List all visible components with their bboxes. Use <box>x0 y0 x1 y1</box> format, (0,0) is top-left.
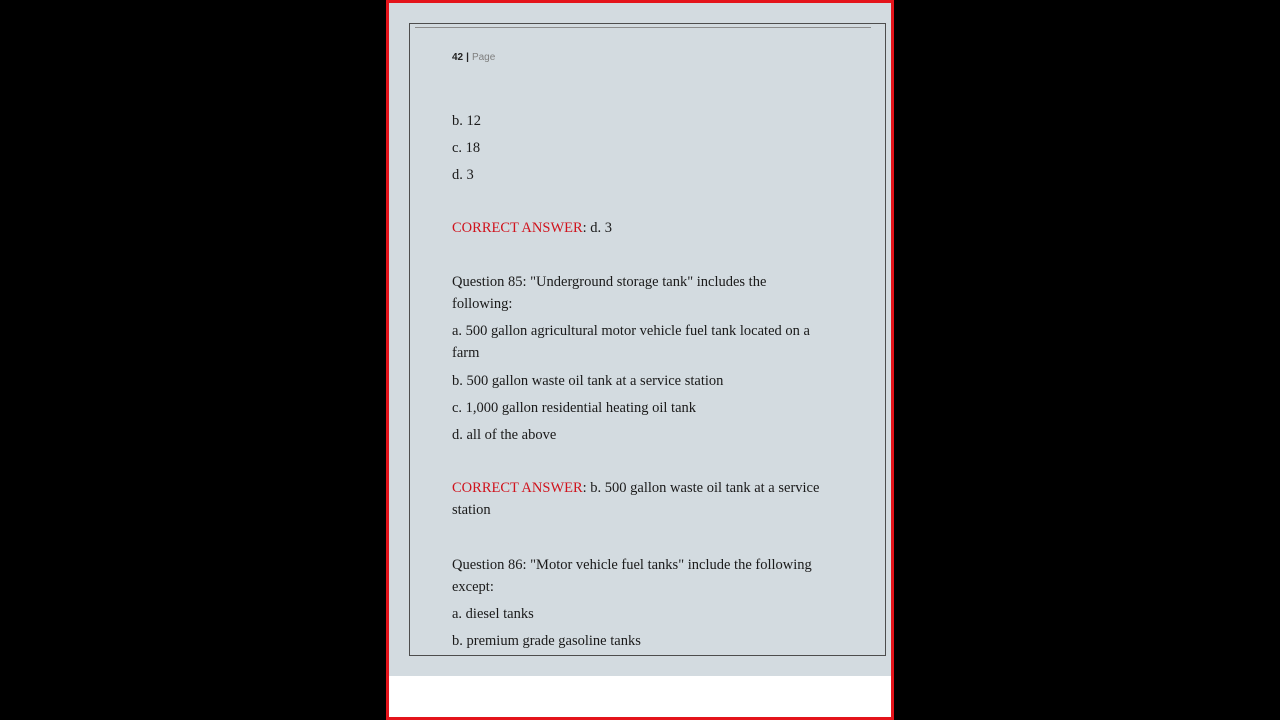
option-line: c. 18 <box>452 140 481 156</box>
correct-answer-value: : b. 500 gallon waste oil tank at a service station <box>452 480 820 518</box>
option-line: d. 3 <box>452 167 474 183</box>
correct-answer-label: CORRECT ANSWER <box>452 480 583 496</box>
page-separator: | <box>466 52 469 63</box>
option-line: b. 12 <box>452 113 481 129</box>
correct-answer-value: : d. 3 <box>582 220 613 236</box>
document-page <box>389 3 891 676</box>
option-line: a. diesel tanks <box>452 606 534 622</box>
correct-answer-line <box>452 217 852 239</box>
correct-answer-label: CORRECT ANSWER <box>452 220 583 236</box>
option-line: b. premium grade gasoline tanks <box>452 633 641 649</box>
option-line: a. 500 gallon agricultural motor vehicle fuel tank located on a farm <box>452 323 810 361</box>
option-line: b. 500 gallon waste oil tank at a service station <box>452 373 724 389</box>
question-text: Question 85: "Underground storage tank" includes the following: <box>452 274 767 312</box>
document-viewer <box>386 0 894 720</box>
page-word: Page <box>471 52 496 63</box>
option-line: d. all of the above <box>452 427 557 443</box>
page-number: 42 <box>452 52 464 63</box>
question-text: Question 86: "Motor vehicle fuel tanks" include the following except: <box>452 557 812 595</box>
option-line: c. 1,000 gallon residential heating oil tank <box>452 400 697 416</box>
page-number-label <box>452 52 495 63</box>
correct-answer-line <box>452 477 847 521</box>
